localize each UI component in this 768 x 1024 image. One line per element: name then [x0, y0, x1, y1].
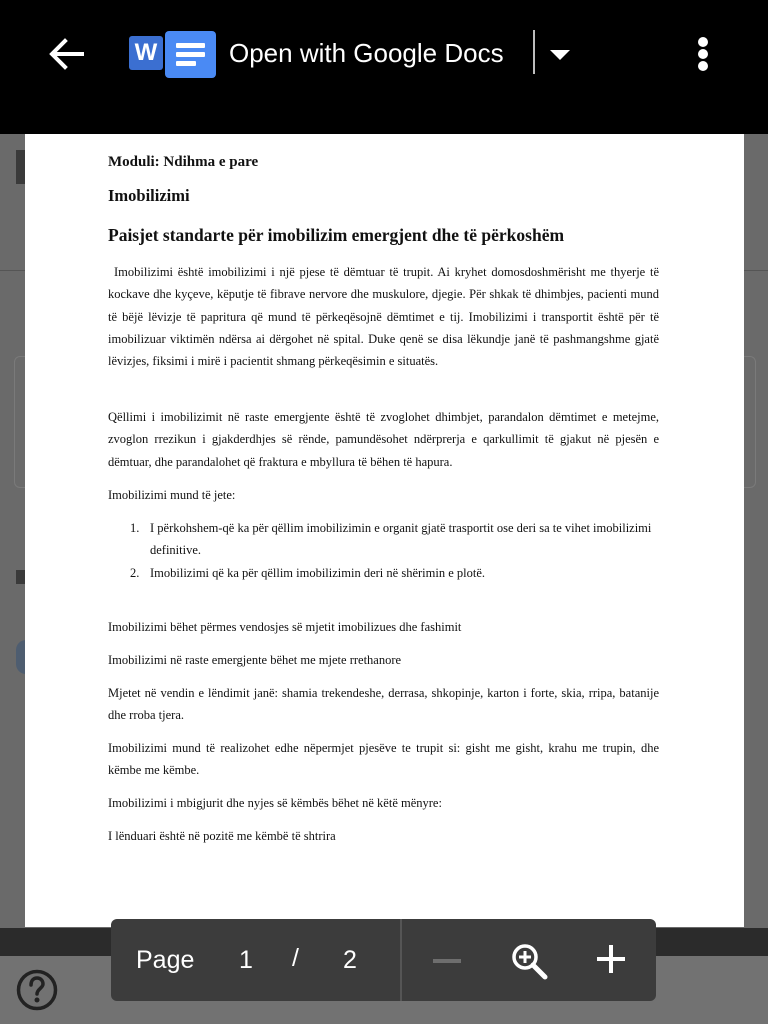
document-page — [25, 134, 744, 927]
document-title: Paisjet standarte për imobilizim emergjent dhe të përkoshëm — [108, 225, 565, 245]
numbered-list — [125, 517, 659, 584]
paragraph: Imobilizimi është imobilizimi i një pjese të dëmtuar të trupit. Ai kryhet domosdoshmërisht me thyerje të kockave dhe kyçeve, këputje të fibrave nervore dhe muskulore, djegie. Për shkak të dhimbjes, pacienti mund të bëjë lëvizje të papritura që mund të përkeqësojnë dëmtimet e tij. Imobilizimi i transportit është për të imobilizuar viktimën ndërsa ai dërgohet në spital. Duke qenë se disa lëkundje janë të pashmangshme gjatë lëvizjes, fiksimi i mirë i pacientit shmang përkeqësimin e situatës. — [108, 265, 659, 369]
paragraph: Qëllimi i imobilizimit në raste emergjente është të zvoglohet dhimbjet, parandalon dëmtimet e metejme, zvoglon rrezikun i gjakderdhjes së rënde, pamundësohet ndërprerja e qarkullimit të gjakut në pjesën e dëmtuar, dhe parandalohet që fraktura e mbyllura të bëhen të hapura. — [108, 410, 659, 469]
subtitle-heading: Imobilizimi — [108, 186, 190, 205]
more-vert-icon-dot — [698, 61, 708, 71]
google-docs-icon — [165, 31, 216, 78]
more-vert-icon — [698, 37, 708, 47]
plus-icon — [595, 943, 627, 975]
page-separator: / — [292, 944, 299, 972]
list-item — [125, 562, 659, 584]
paragraph: Imobilizimi mund të jete: — [108, 488, 236, 502]
list-number: 1. — [130, 521, 140, 535]
toolbar-divider — [533, 30, 535, 74]
controls-divider — [400, 919, 402, 1001]
open-with-app-icons[interactable] — [128, 29, 218, 79]
zoom-in-magnifier-icon — [509, 941, 549, 981]
viewer-toolbar — [0, 0, 768, 134]
paragraph: Mjetet në vendin e lëndimit janë: shamia trekendeshe, derrasa, shkopinje, karton i forte, skia, rripa, batanije dhe rroba tjera. — [108, 686, 659, 723]
list-number: 2. — [130, 565, 140, 580]
arrow-left-icon — [44, 32, 88, 76]
paragraph: Imobilizimi bëhet përmes vendosjes së mjetit imobilizues dhe fashimit — [108, 620, 462, 634]
list-item — [125, 517, 659, 562]
current-page-number[interactable]: 1 — [239, 946, 253, 974]
page-label: Page — [136, 946, 195, 974]
list-text: I përkohshem-që ka për qëllim imobilizimin e organit gjatë trasportit ose deri sa te vihet imobilizimi definitive. — [150, 521, 652, 558]
word-icon: W — [129, 36, 163, 70]
module-heading: Moduli: Ndihma e pare — [108, 154, 259, 170]
more-vert-icon-dot — [698, 49, 708, 59]
page-zoom-controls — [111, 919, 656, 1001]
open-with-dropdown-button[interactable] — [545, 40, 575, 70]
more-options-button[interactable] — [690, 32, 716, 76]
back-button[interactable] — [44, 32, 88, 76]
zoom-indicator — [509, 941, 549, 981]
minus-icon — [431, 945, 463, 977]
paragraph: Imobilizimi mund të realizohet edhe nëpermjet pjesëve te trupit si: gisht me gisht, krahu me trupin, dhe këmbe me këmbe. — [108, 741, 659, 778]
zoom-in-button[interactable] — [595, 943, 627, 975]
total-pages: 2 — [343, 946, 357, 974]
caret-down-icon — [545, 40, 575, 70]
help-icon — [15, 968, 59, 1012]
paragraph: I lënduari është në pozitë me këmbë të shtrira — [108, 829, 336, 843]
paragraph: Imobilizimi në raste emergjente bëhet me mjete rrethanore — [108, 653, 402, 667]
open-with-google-docs-button[interactable]: Open with Google Docs — [229, 38, 504, 68]
paragraph: Imobilizimi i mbigjurit dhe nyjes së këmbës bëhet në këtë mënyre: — [108, 796, 442, 810]
list-text: Imobilizimi që ka për qëllim imobilizimin deri në shërimin e plotë. — [150, 565, 485, 580]
help-button[interactable] — [15, 968, 59, 1012]
zoom-out-button[interactable] — [431, 945, 463, 977]
